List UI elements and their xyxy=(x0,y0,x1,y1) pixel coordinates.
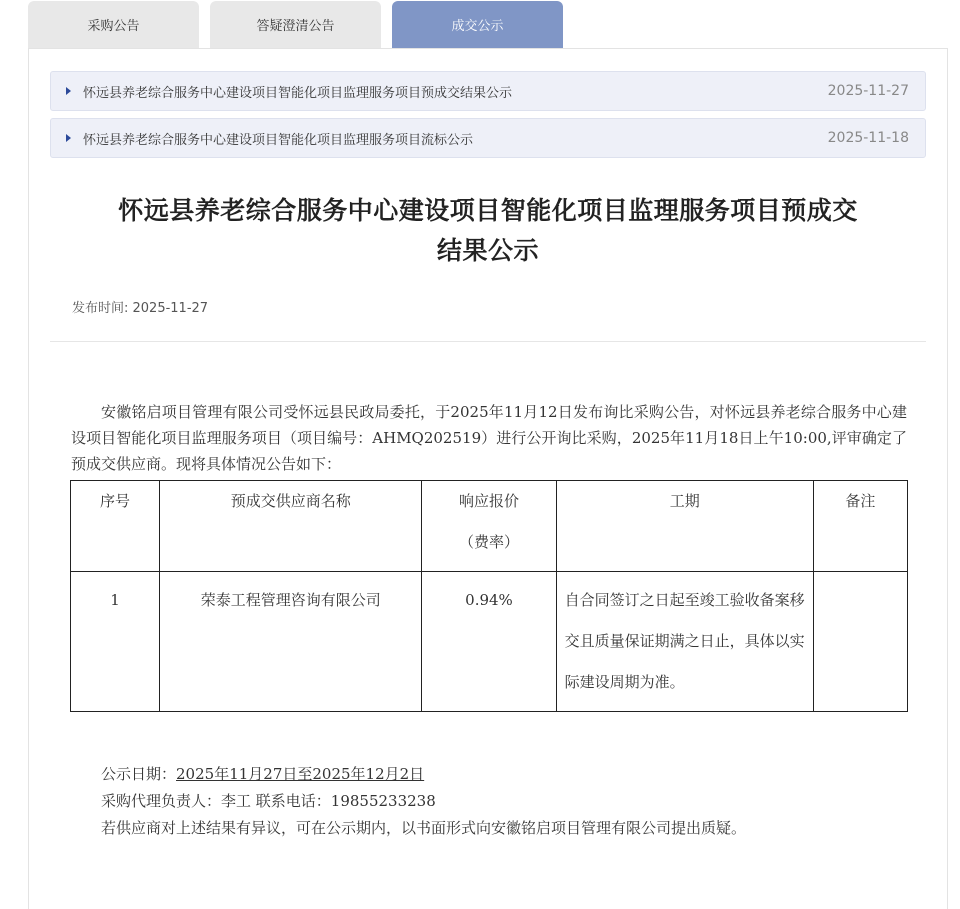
header-cell-period: 工期 xyxy=(556,481,813,572)
content-panel xyxy=(28,48,948,909)
notice-footer xyxy=(71,761,907,842)
cell-supplier: 荣泰工程管理咨询有限公司 xyxy=(160,572,422,712)
table-row xyxy=(71,572,908,712)
notice-date: 2025-11-27 xyxy=(827,83,909,99)
tab-procurement-notice[interactable]: 采购公告 xyxy=(28,1,199,48)
header-cell-no: 序号 xyxy=(71,481,160,572)
notice-title[interactable]: 怀远县养老综合服务中心建设项目智能化项目监理服务项目流标公示 xyxy=(83,132,474,148)
notice-period-line xyxy=(71,761,907,788)
notice-item[interactable] xyxy=(50,118,926,158)
header-cell-price-line: 响应报价 xyxy=(458,492,519,510)
header-cell-supplier: 预成交供应商名称 xyxy=(160,481,422,572)
header-cell-remark: 备注 xyxy=(813,481,907,572)
triangle-right-icon xyxy=(66,134,71,142)
notice-date: 2025-11-18 xyxy=(827,130,909,146)
article-title-line: 结果公示 xyxy=(436,236,539,265)
notice-period-value: 2025年11月27日至2025年12月2日 xyxy=(176,765,425,783)
cell-period: 自合同签订之日起至竣工验收备案移交且质量保证期满之日止，具体以实际建设周期为准。 xyxy=(556,572,813,712)
agent-contact-line: 采购代理负责人：李工 联系电话：19855233238 xyxy=(101,792,436,810)
publish-date-value: 2025-11-27 xyxy=(132,301,209,316)
result-table xyxy=(70,480,908,712)
intro-paragraph: 安徽铭启项目管理有限公司受怀远县民政局委托，于2025年11月12日发布询比采购公告，对怀远县养老综合服务中心建设项目智能化项目监理服务项目（项目编号：AHMQ202519）进行公开询比采购，2025年11月18日上午10:00,评审确定了预成交供应商。现将具体情况公告如下： xyxy=(71,403,907,473)
publish-date-label: 发布时间: xyxy=(72,301,133,316)
divider xyxy=(50,341,926,342)
header-cell-price-line: （费率） xyxy=(458,533,519,551)
article-title xyxy=(69,191,907,271)
notice-period-label: 公示日期： xyxy=(101,765,177,783)
header-cell-price xyxy=(422,481,556,572)
triangle-right-icon xyxy=(66,87,71,95)
table-header-row xyxy=(71,481,908,572)
notice-title[interactable]: 怀远县养老综合服务中心建设项目智能化项目监理服务项目预成交结果公示 xyxy=(83,85,513,101)
publish-date xyxy=(72,297,208,316)
tab-transaction-notice[interactable]: 成交公示 xyxy=(392,1,563,48)
article-title-line: 怀远县养老综合服务中心建设项目智能化项目监理服务项目预成交 xyxy=(118,196,858,225)
cell-price: 0.94% xyxy=(422,572,556,712)
objection-line: 若供应商对上述结果有异议，可在公示期内，以书面形式向安徽铭启项目管理有限公司提出质疑。 xyxy=(101,819,747,837)
cell-no: 1 xyxy=(71,572,160,712)
tab-clarification-notice[interactable]: 答疑澄清公告 xyxy=(210,1,381,48)
cell-remark xyxy=(813,572,907,712)
notice-item[interactable] xyxy=(50,71,926,111)
